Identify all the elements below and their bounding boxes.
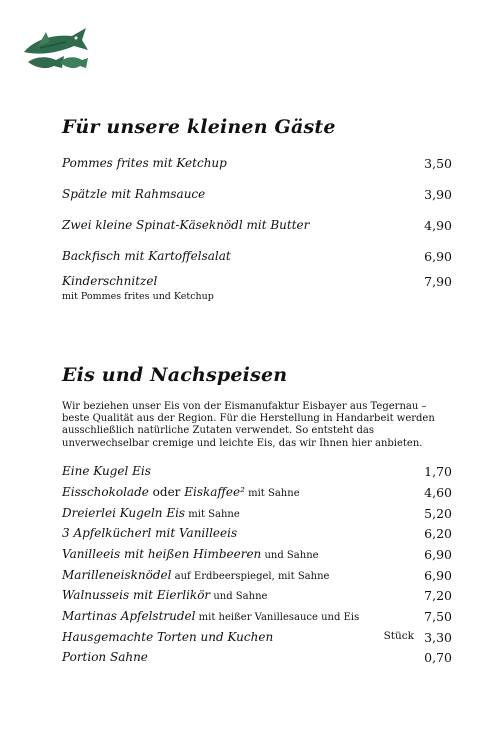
item-price: 3,50 (424, 156, 452, 171)
fish-logo-icon (20, 22, 90, 74)
menu-item (62, 588, 452, 606)
item-price: 6,90 (424, 547, 452, 562)
menu-item (62, 609, 452, 627)
item-price: 0,70 (424, 650, 452, 665)
item-price: 1,70 (424, 464, 452, 479)
item-price: 7,20 (424, 588, 452, 603)
item-name: Spätzle mit Rahmsauce (62, 187, 206, 201)
section-title-kids: Für unsere kleinen Gäste (62, 116, 336, 138)
item-price: 6,90 (424, 249, 452, 264)
menu-item (62, 187, 452, 205)
item-price: 7,50 (424, 609, 452, 624)
menu-item (62, 526, 452, 544)
menu-item (62, 568, 452, 586)
item-name: Pommes frites mit Ketchup (62, 156, 227, 170)
menu-item (62, 630, 452, 648)
item-name: Dreierlei Kugeln Eis mit Sahne (62, 506, 240, 520)
item-price: 3,90 (424, 187, 452, 202)
menu-item (62, 547, 452, 565)
menu-item (62, 464, 452, 482)
item-description: mit Pommes frites und Ketchup (62, 291, 214, 302)
menu-item (62, 249, 452, 267)
item-name: Hausgemachte Torten und Kuchen (62, 630, 274, 644)
item-name: 3 Apfelkücherl mit Vanilleeis (62, 526, 238, 540)
menu-item (62, 506, 452, 524)
item-name: Martinas Apfelstrudel mit heißer Vanillesauce und Eis (62, 609, 360, 623)
item-name: Zwei kleine Spinat-Käseknödl mit Butter (62, 218, 310, 232)
menu-item (62, 650, 452, 668)
item-name: Vanilleeis mit heißen Himbeeren und Sahne (62, 547, 319, 561)
item-name: Portion Sahne (62, 650, 148, 664)
item-name: Eine Kugel Eis (62, 464, 151, 478)
item-price: 4,60 (424, 485, 452, 500)
item-name: Marilleneisknödel auf Erdbeerspiegel, mit Sahne (62, 568, 330, 582)
item-name: Backfisch mit Kartoffelsalat (62, 249, 231, 263)
menu-item (62, 156, 452, 174)
menu-item (62, 274, 452, 292)
item-unit: Stück (383, 630, 414, 642)
item-name: Walnusseis mit Eierlikör und Sahne (62, 588, 268, 602)
item-price: 7,90 (424, 274, 452, 289)
item-name: Kinderschnitzel (62, 274, 158, 288)
item-price: 5,20 (424, 506, 452, 521)
item-price: 6,90 (424, 568, 452, 583)
item-price: 6,20 (424, 526, 452, 541)
item-price: 3,30 (424, 630, 452, 645)
item-name: Eisschokolade oder Eiskaffee² mit Sahne (62, 485, 300, 499)
item-price: 4,90 (424, 218, 452, 233)
menu-item (62, 485, 452, 503)
intro-paragraph: Wir beziehen unser Eis von der Eismanufaktur Eisbayer aus Tegernau – beste Qualität aus der Region. Für die Herstellung in Handarbeit werden ausschließlich natürliche Zutaten verwendet. So entsteht das unverwechselbar cremige und leichte Eis, das wir Ihnen hier anbieten. (62, 401, 435, 449)
section-title-desserts: Eis und Nachspeisen (62, 364, 288, 386)
menu-item (62, 218, 452, 236)
